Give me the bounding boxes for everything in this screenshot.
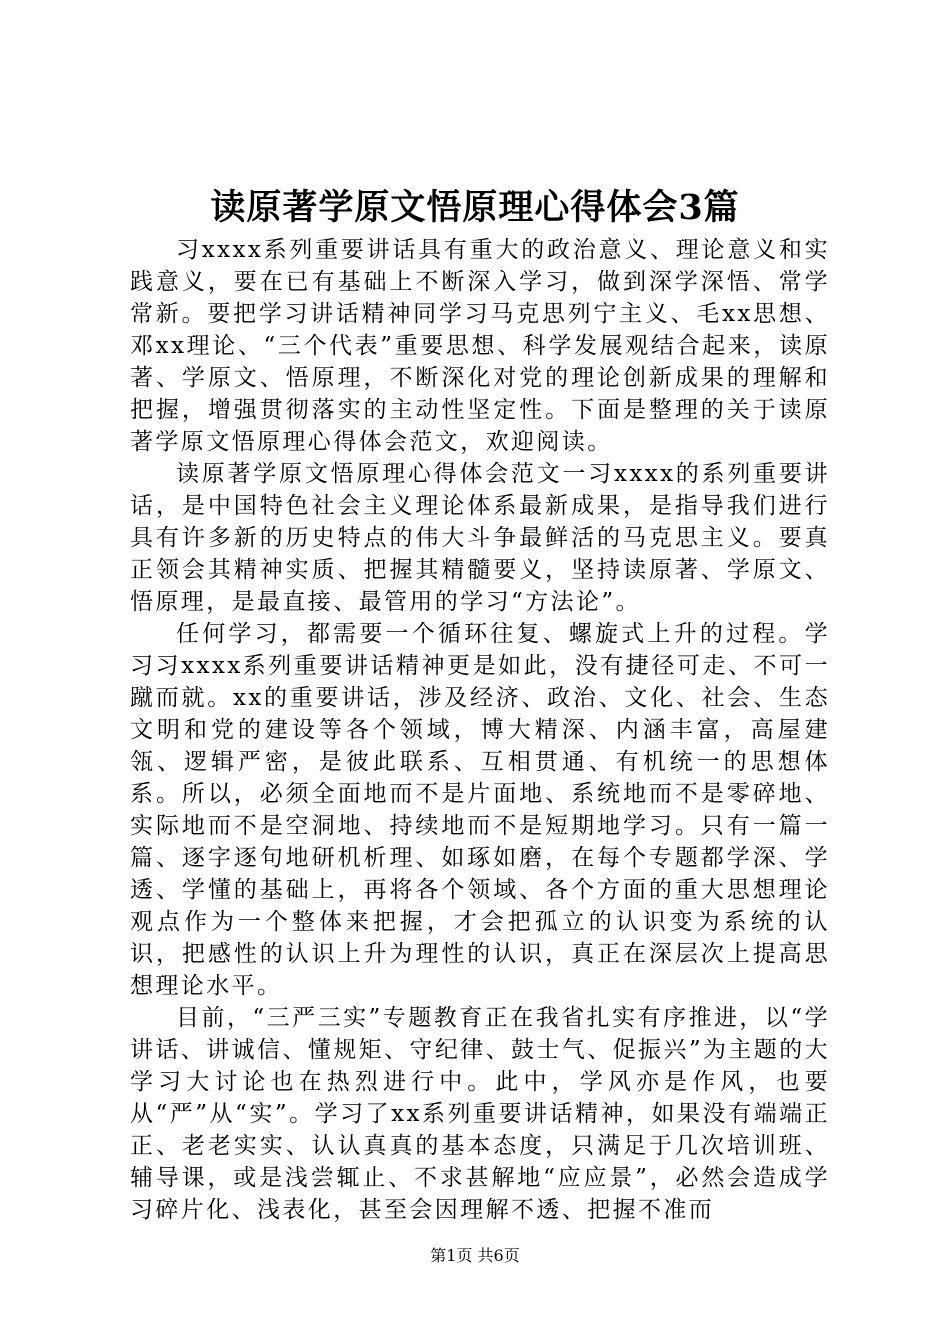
document-title: 读原著学原文悟原理心得体会3篇	[210, 187, 740, 228]
body-paragraph: 读原著学原文悟原理心得体会范文一习xxxx的系列重要讲话，是中国特色社会主义理论体系最新成果，是指导我们进行具有许多新的历史特点的伟大斗争最鲜活的马克思主义。要真正领会其精神实质、把握其精髓要义，坚持读原著、学原文、悟原理，是最直接、最管用的学习“方法论”。	[130, 461, 830, 615]
body-paragraph: 目前，“三严三实”专题教育正在我省扎实有序推进，以“学讲话、讲诚信、懂规矩、守纪律、鼓士气、促振兴”为主题的大学习大讨论也在热烈进行中。此中，学风亦是作风，也要从“严”从“实”。学习了xx系列重要讲话精神，如果没有端端正正、老老实实、认认真真的基本态度，只满足于几次培训班、辅导课，或是浅尝辄止、不求甚解地“应应景”，必然会造成学习碎片化、浅表化，甚至会因理解不透、把握不准而	[130, 1005, 830, 1223]
body-paragraph: 任何学习，都需要一个循环往复、螺旋式上升的过程。学习习xxxx系列重要讲话精神更是如此，没有捷径可走、不可一蹴而就。xx的重要讲话，涉及经济、政治、文化、社会、生态文明和党的建设等各个领域，博大精深、内涵丰富，高屋建瓴、逻辑严密，是彼此联系、互相贯通、有机统一的思想体系。所以，必须全面地而不是片面地、系统地而不是零碎地、实际地而不是空洞地、持续地而不是短期地学习。只有一篇一篇、逐字逐句地研机析理、如琢如磨，在每个专题都学深、学透、学懂的基础上，再将各个领域、各个方面的重大思想理论观点作为一个整体来把握，才会把孤立的认识变为系统的认识，把感性的认识上升为理性的认识，真正在深层次上提高思想理论水平。	[130, 621, 830, 999]
page-footer: 第1页 共6页	[430, 1246, 520, 1265]
document-body	[130, 234, 830, 1226]
body-paragraph: 习xxxx系列重要讲话具有重大的政治意义、理论意义和实践意义，要在已有基础上不断深入学习，做到深学深悟、常学常新。要把学习讲话精神同学习马克思列宁主义、毛xx思想、邓xx理论、“三个代表”重要思想、科学发展观结合起来，读原著、学原文、悟原理，不断深化对党的理论创新成果的理解和把握，增强贯彻落实的主动性坚定性。下面是整理的关于读原著学原文悟原理心得体会范文，欢迎阅读。	[130, 237, 830, 455]
